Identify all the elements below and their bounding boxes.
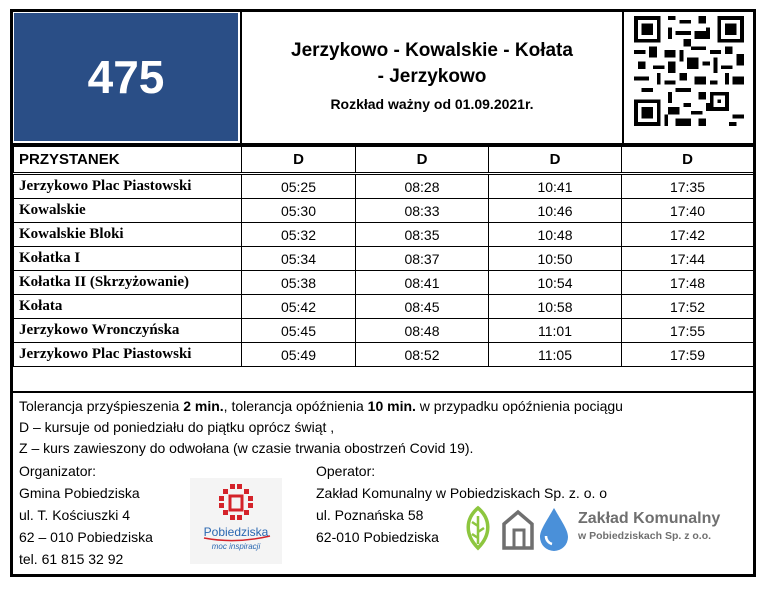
- departure-time: 17:48: [622, 271, 754, 295]
- departure-time: 17:52: [622, 295, 754, 319]
- stop-name: Kowalskie: [14, 199, 242, 223]
- water-drop-icon: [540, 508, 568, 551]
- tolerance-text: Tolerancja przyśpieszenia: [19, 398, 184, 414]
- departure-time: 05:32: [242, 223, 356, 247]
- departure-time: 08:52: [356, 343, 489, 367]
- valid-from: Rozkład ważny od 01.09.2021r.: [330, 96, 534, 112]
- organizer-name: Gmina Pobiedziska: [19, 485, 140, 501]
- timetable: [13, 146, 754, 367]
- pobiedziska-logo-slogan: moc inspiracji: [211, 542, 261, 551]
- departure-time: 10:58: [489, 295, 622, 319]
- departure-time: 08:41: [356, 271, 489, 295]
- organizer-city: 62 – 010 Pobiedziska: [19, 529, 153, 545]
- stop-name: Jerzykowo Wronczyńska: [14, 319, 242, 343]
- table-row: [14, 223, 754, 247]
- organizer-phone: tel. 61 815 32 92: [19, 551, 124, 567]
- departure-time: 08:37: [356, 247, 489, 271]
- departure-time: 10:50: [489, 247, 622, 271]
- table-row: [14, 175, 754, 199]
- departure-time: 11:05: [489, 343, 622, 367]
- departure-time: 17:42: [622, 223, 754, 247]
- notes: [19, 396, 623, 459]
- stop-name: Kołatka I: [14, 247, 242, 271]
- departure-time: 11:01: [489, 319, 622, 343]
- stop-name: Kołata: [14, 295, 242, 319]
- departure-time: 08:28: [356, 175, 489, 199]
- tolerance-text: , tolerancja opóźnienia: [223, 398, 368, 414]
- column-header-course: D: [356, 147, 489, 173]
- table-row: [14, 271, 754, 295]
- timetable-header-row: [14, 147, 754, 173]
- route-title-line2: - Jerzykowo: [377, 66, 487, 87]
- departure-time: 17:55: [622, 319, 754, 343]
- zaklad-komunalny-logo-text: [578, 510, 720, 542]
- notes-top-line: [12, 391, 754, 393]
- tolerance-note: [19, 396, 623, 417]
- pobiedziska-logo-icon: [190, 478, 282, 564]
- stop-name: Kowalskie Bloki: [14, 223, 242, 247]
- tolerance-delay: 10 min.: [367, 398, 416, 414]
- departure-time: 17:40: [622, 199, 754, 223]
- column-header-stop: PRZYSTANEK: [14, 147, 242, 173]
- departure-time: 10:48: [489, 223, 622, 247]
- table-row: [14, 247, 754, 271]
- tolerance-acceleration: 2 min.: [183, 398, 224, 414]
- column-header-course: D: [622, 147, 754, 173]
- stop-name: Jerzykowo Plac Piastowski: [14, 175, 242, 199]
- departure-time: 17:59: [622, 343, 754, 367]
- stop-name: Kołatka II (Skrzyżowanie): [14, 271, 242, 295]
- route-title: [242, 38, 622, 90]
- departure-time: 17:35: [622, 175, 754, 199]
- column-header-course: D: [489, 147, 622, 173]
- table-row: [14, 295, 754, 319]
- table-row: [14, 199, 754, 223]
- table-row: [14, 343, 754, 367]
- departure-time: 08:48: [356, 319, 489, 343]
- zaklad-komunalny-logo-subtitle: w Pobiedziskach Sp. z o.o.: [578, 530, 712, 542]
- stop-name: Jerzykowo Plac Piastowski: [14, 343, 242, 367]
- departure-time: 08:45: [356, 295, 489, 319]
- organizer-street: ul. T. Kościuszki 4: [19, 507, 131, 523]
- column-header-course: D: [242, 147, 356, 173]
- departure-time: 05:42: [242, 295, 356, 319]
- table-row: [14, 319, 754, 343]
- departure-time: 05:30: [242, 199, 356, 223]
- departure-time: 05:49: [242, 343, 356, 367]
- departure-time: 05:45: [242, 319, 356, 343]
- operator-label: Operator:: [316, 463, 376, 479]
- departure-time: 08:33: [356, 199, 489, 223]
- zaklad-komunalny-logo-icon: [462, 504, 572, 554]
- zaklad-komunalny-logo-title: Zakład Komunalny: [578, 510, 721, 527]
- departure-time: 10:41: [489, 175, 622, 199]
- operator-name: Zakład Komunalny w Pobiedziskach Sp. z. o. o: [316, 485, 608, 501]
- departure-time: 17:44: [622, 247, 754, 271]
- operator-street: ul. Poznańska 58: [316, 507, 424, 523]
- departure-time: 05:34: [242, 247, 356, 271]
- departure-time: 05:38: [242, 271, 356, 295]
- route-title-line1: Jerzykowo - Kowalskie - Kołata: [291, 40, 573, 61]
- leaf-icon: [468, 508, 488, 548]
- organizer-label: Organizator:: [19, 463, 97, 479]
- pobiedziska-logo-text: Pobiedziska: [203, 525, 269, 539]
- operator-city: 62-010 Pobiedziska: [316, 529, 439, 545]
- organizer-block: [19, 460, 153, 570]
- tolerance-text: w przypadku opóźnienia pociągu: [415, 398, 623, 414]
- qr-code-icon: [634, 16, 744, 126]
- legend-d: D – kursuje od poniedziału do piątku oprócz świąt ,: [19, 419, 335, 435]
- house-icon: [504, 512, 532, 548]
- departure-time: 05:25: [242, 175, 356, 199]
- legend-z: Z – kurs zawieszony do odwołana (w czasie trwania obostrzeń Covid 19).: [19, 440, 474, 456]
- header-divider-right: [622, 12, 624, 144]
- departure-time: 10:54: [489, 271, 622, 295]
- route-number: 475: [14, 13, 238, 141]
- departure-time: 10:46: [489, 199, 622, 223]
- departure-time: 08:35: [356, 223, 489, 247]
